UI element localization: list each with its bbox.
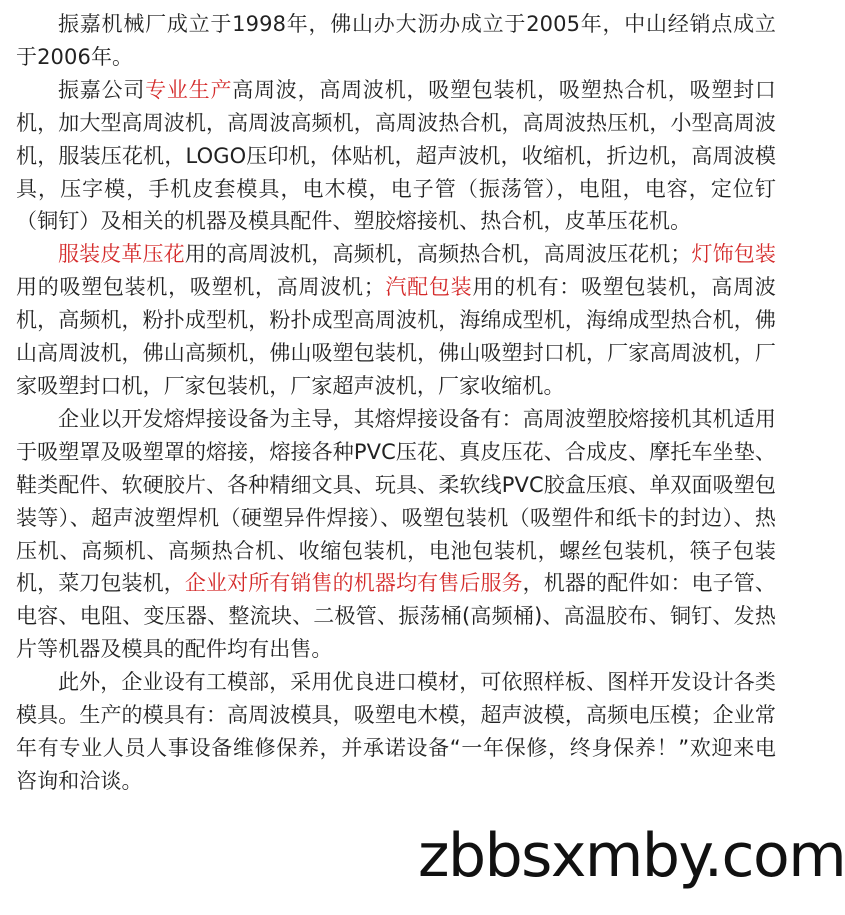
- history-text: 振嘉机械厂成立于1998年，佛山办大沥办成立于2005年，中山经销点成立于2006年。: [16, 12, 776, 69]
- garment-leather-embossing-highlight: 服装皮革压花: [58, 242, 185, 267]
- site-watermark: zbbsxmby.com: [418, 821, 845, 891]
- auto-parts-packaging-highlight: 汽配包装: [384, 275, 473, 300]
- lighting-packaging-highlight: 灯饰包装: [691, 242, 777, 267]
- paragraph-applications: [16, 238, 776, 403]
- auto-parts-machines-text: 用的机有：吸塑包装机，高周波机，高频机，粉扑成型机，粉扑成型高周波机，海绵成型机，海绵成型热合机，佛山高周波机，佛山高频机，佛山吸塑包装机，佛山吸塑封口机，厂家高周波机，厂家吸塑封口机，厂家包装机，厂家超声波机，厂家收缩机。: [16, 275, 776, 398]
- products-list-text: 高周波，高周波机，吸塑包装机，吸塑热合机，吸塑封口机，加大型高周波机，高周波高频机，高周波热合机，高周波热压机，小型高周波机，服装压花机，LOGO压印机，体贴机，超声波机，收缩机，折边机，高周波模具，压字模，手机皮套模具，电木模，电子管（振荡管），电阻，电容，定位钉（铜钉）及相关的机器及模具配件、塑胶熔接机、热合机，皮革压花机。: [16, 77, 777, 234]
- professional-production-highlight: 专业生产: [145, 77, 233, 102]
- paragraph-welding-equipment: [16, 403, 776, 666]
- document-body: [16, 8, 776, 798]
- paragraph-mold-department: [16, 666, 776, 798]
- lighting-machines-text: 用的吸塑包装机，吸塑机，高周波机；: [16, 275, 385, 300]
- welding-equipment-text: 企业以开发熔焊接设备为主导，其熔焊接设备有：高周波塑胶熔接机其机适用于吸塑罩及吸塑罩的熔接，熔接各种PVC压花、真皮压花、合成皮、摩托车坐垫、鞋类配件、软硬胶片、各种精细文具、玩具、柔软线PVC胶盒压痕、单双面吸塑包装等）、超声波塑焊机（硬塑异件焊接）、吸塑包装机（吸塑件和纸卡的封边）、热压机、高频机、高频热合机、收缩包装机，电池包装机，螺丝包装机，筷子包装机，菜刀包装机，: [16, 406, 776, 596]
- products-intro-text: 振嘉公司: [58, 77, 146, 102]
- after-sales-service-highlight: 企业对所有销售的机器均有售后服务: [184, 571, 523, 596]
- spare-parts-text: ，机器的配件如：电子管、电容、电阻、变压器、整流块、二极管、振荡桶(高频桶)、高温胶布、铜钉、发热片等机器及模具的配件均有出售。: [16, 571, 776, 662]
- garment-machines-text: 用的高周波机，高频机，高频热合机，高周波压花机；: [184, 242, 692, 267]
- mold-department-text: 此外，企业设有工模部，采用优良进口模材，可依照样板、图样开发设计各类模具。生产的模具有：高周波模具，吸塑电木模，超声波模，高频电压模；企业常年有专业人员人事设备维修保养，并承诺设备“一年保修，终身保养！”欢迎来电咨询和洽谈。: [16, 670, 776, 793]
- paragraph-products: [16, 74, 776, 239]
- paragraph-company-history: [16, 8, 776, 74]
